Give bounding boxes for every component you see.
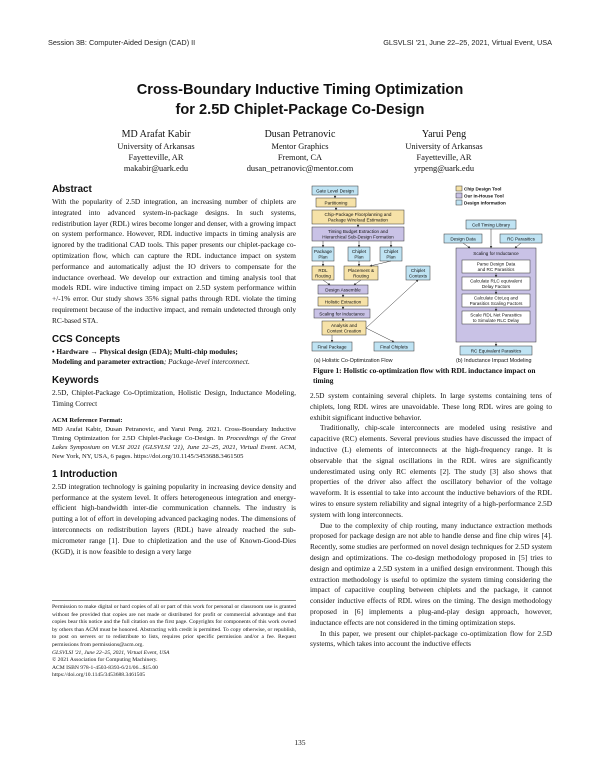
paper-title bbox=[0, 80, 600, 120]
svg-text:Plan: Plan bbox=[318, 254, 328, 260]
venue-line: GLSVLSI '21, June 22–25, 2021, Virtual Event, USA bbox=[52, 649, 170, 656]
svg-text:Analysis and: Analysis and bbox=[330, 323, 358, 328]
title-line-1: Cross-Boundary Inductive Timing Optimization bbox=[136, 82, 464, 98]
ccs-heading: CCS Concepts bbox=[52, 333, 121, 345]
svg-text:Placement &: Placement & bbox=[347, 268, 375, 273]
svg-text:Plan: Plan bbox=[386, 254, 396, 260]
abstract-text: With the popularity of 2.5D integration, an increasing number of chiplets are integrated into advanced system-in-package designs. In such systems, redistribution layer (RDL) wires become longer and denser, with a growing impact on system performance. However, RDL inductive impacts in timing analysis are ignored by the traditional CAD tools. This paper presents our chiplet-package co-optimization flow, which can capture the RDL inductance impact on system performance and automatically adjust the IO drivers to compensate for the inductance overhead. We develop our extraction and timing analysis tool that models RDL wire inductive timing impact on 2.5D system performance within +/-1% error. Our study shows 35% signal paths through RDL violate the timing requirement because of the inductive impact, and remain undetected through only RC-based STA. bbox=[52, 197, 296, 325]
svg-text:Scaling for Inductance: Scaling for Inductance bbox=[473, 251, 519, 256]
ccs-line-2: Modeling and parameter extraction bbox=[52, 357, 164, 367]
page-number: 135 bbox=[294, 738, 306, 747]
svg-text:Hierarchical Sub-Design Format: Hierarchical Sub-Design Formation bbox=[322, 234, 394, 240]
intro-text: 2.5D integration technology is gaining popularity in increasing device density and performance at the system level. It offers heterogeneous integration and energy-efficient high-bandwidth inter-die communication channels. The industry is putting a lot of effort in developing advanced packaging nodes. The dimensions of interconnects on redistribution layers (RDL) have already reached the sub-micrometer range [1]. Due to chipletization and the use of Known-Good-Dies (KGD), it is now feasible to design a very large bbox=[52, 481, 296, 556]
author-location: Fayetteville, AR bbox=[416, 153, 472, 162]
figure-caption: Figure 1: Holistic co-optimization flow with RDL inductance impact on timing bbox=[313, 366, 536, 385]
svg-text:RC Parasitics: RC Parasitics bbox=[507, 236, 535, 242]
legend-inhouse: Our In-House Tool bbox=[464, 193, 504, 199]
svg-text:Parasitics Scaling Factors: Parasitics Scaling Factors bbox=[469, 301, 523, 306]
subcaption-b: (b) Inductance Impact Modeling bbox=[456, 358, 532, 364]
svg-text:Context Creation: Context Creation bbox=[326, 328, 362, 334]
svg-text:Chip-Package Floorplanning and: Chip-Package Floorplanning and bbox=[324, 212, 392, 217]
legend-design-info: Design Information bbox=[464, 200, 506, 206]
intro-heading: 1 Introduction bbox=[52, 468, 118, 480]
doi-line: https://doi.org/10.1145/3453688.3461505 bbox=[52, 672, 146, 679]
svg-text:RDL: RDL bbox=[318, 268, 328, 273]
box-gate-level-label: Gate Level Design bbox=[316, 188, 354, 194]
svg-text:Chiplet: Chiplet bbox=[351, 249, 367, 254]
ccs-line-1: • Hardware → Physical design (EDA); Multi-chip modules; bbox=[52, 346, 238, 356]
svg-text:Final Package: Final Package bbox=[317, 344, 347, 350]
isbn-line: ACM ISBN 978-1-4503-8393-6/21/06...$15.00 bbox=[52, 664, 158, 671]
svg-text:Contexts: Contexts bbox=[408, 273, 428, 279]
svg-text:Timing Budget Extraction and: Timing Budget Extraction and bbox=[327, 229, 389, 234]
svg-text:Delay Factors: Delay Factors bbox=[481, 284, 511, 289]
copyright-footnote bbox=[52, 600, 296, 680]
svg-text:to Simulate RLC Delay: to Simulate RLC Delay bbox=[472, 318, 520, 323]
copyright-line: © 2021 Association for Computing Machinery. bbox=[52, 657, 158, 664]
svg-text:Chiplet: Chiplet bbox=[410, 268, 426, 273]
svg-text:Package Wireload Estimation: Package Wireload Estimation bbox=[327, 217, 389, 223]
right-para-1: 2.5D system containing several chiplets. In large systems containing tens of chiplets, long RDL wires are unavoidable. These long RDL wires are going to exhibit significant inductive behavior. bbox=[310, 391, 552, 422]
author-email: dusan_petranovic@mentor.com bbox=[246, 164, 354, 173]
svg-text:Scale RDL Net Parasitics: Scale RDL Net Parasitics bbox=[470, 312, 522, 318]
box-partitioning-label: Partitioning bbox=[324, 200, 348, 206]
svg-text:Scaling for Inductance: Scaling for Inductance bbox=[319, 311, 365, 317]
author-location: Fremont, CA bbox=[277, 153, 323, 162]
running-header-right: GLSVLSI '21, June 22–25, 2021, Virtual Event, USA bbox=[383, 38, 552, 47]
author-affiliation: University of Arkansas bbox=[405, 142, 483, 151]
right-column bbox=[310, 391, 552, 650]
acm-ref-heading: ACM Reference Format: bbox=[52, 416, 123, 424]
author-location: Fayetteville, AR bbox=[128, 153, 184, 162]
svg-text:Routing: Routing bbox=[353, 273, 369, 279]
ccs-concepts bbox=[52, 347, 296, 369]
author-affiliation: University of Arkansas bbox=[117, 142, 195, 151]
acm-ref-part-2: . ACM, New York, NY, USA, 6 pages. https://doi.org/10.1145/3453688.3461505 bbox=[52, 443, 296, 460]
svg-text:Plan: Plan bbox=[354, 254, 364, 260]
svg-text:Design Assemble: Design Assemble bbox=[325, 287, 361, 293]
svg-text:Holistic Extraction: Holistic Extraction bbox=[324, 299, 362, 305]
author-name: Yarui Peng bbox=[421, 129, 467, 140]
svg-text:Chiplet: Chiplet bbox=[383, 249, 399, 254]
svg-text:Routing: Routing bbox=[315, 273, 331, 279]
author-affiliation: Mentor Graphics bbox=[271, 142, 329, 151]
legend-chip-tool: Chip Design Tool bbox=[464, 186, 502, 192]
svg-text:Final Chiplets: Final Chiplets bbox=[380, 344, 408, 350]
acm-ref-part-1: MD Arafat Kabir, Dusan Petranovic, and Yarui Peng. 2021. Cross-Boundary Inductive Timing Optimization for 2.5D Chiplet-Package Co-Design. In bbox=[52, 425, 296, 442]
author-email: yrpeng@uark.edu bbox=[413, 164, 475, 173]
right-para-2: Traditionally, chip-scale interconnects are modeled using resistive and capacitive (RC) elements. Several previous studies have discussed the impact of inductive (L) elements of interconnects at the high-frequency range. It is observable that the signal oscillations in the RDL wires are significantly underestimated using only RC elements [2]. The study [3] also shows that properties of the driver also affect the oscillatory behavior of the voltage waveform. It is essential to take into account the inductive behaviors of the RDL wires to ensure system reliability and signal integrity of a high-performance 2.5D system with long interconnects. bbox=[310, 423, 552, 519]
acm-ref-text bbox=[52, 425, 296, 461]
figure-1-diagram bbox=[310, 184, 550, 364]
keywords-text: 2.5D, Chiplet-Package Co-Optimization, Holistic Design, Inductance Modeling, Timing Correct bbox=[52, 388, 296, 408]
author-block-3 bbox=[354, 128, 534, 174]
legend-swatch-chip-tool bbox=[456, 186, 462, 191]
keywords-heading: Keywords bbox=[52, 375, 99, 387]
svg-text:Package: Package bbox=[314, 249, 332, 254]
permission-text: Permission to make digital or hard copies of all or part of this work for personal or classroom use is granted without fee provided that copies are not made or distributed for profit or commercial advantage and that copies bear this notice and the full citation on the first page. Copyrights for components of this work owned by others than ACM must be honored. Abstracting with credit is permitted. To copy otherwise, or republish, to post on servers or to redistribute to lists, requires prior specific permission and/or a fee. Request permissions from permissions@acm.org. bbox=[52, 604, 296, 648]
svg-text:Design Data: Design Data bbox=[450, 236, 476, 242]
left-column bbox=[52, 184, 296, 557]
svg-text:Cell Timing Library: Cell Timing Library bbox=[471, 222, 511, 228]
svg-text:RC Equivalent Parasitics: RC Equivalent Parasitics bbox=[470, 348, 522, 354]
svg-text:Calculate RLC equivalent: Calculate RLC equivalent bbox=[470, 278, 522, 284]
title-line-2: for 2.5D Chiplet-Package Co-Design bbox=[175, 102, 425, 118]
acm-ref-proceedings: Proceedings of the Great Lakes Symposium on VLSI 2021 (GLSVLSI '21), June 22–25, 2021, Virtual Event bbox=[52, 434, 297, 451]
abstract-heading: Abstract bbox=[52, 184, 92, 195]
right-para-3: Due to the complexity of chip routing, many inductance extraction methods proposed for package design are not able to handle dense and fine chip wires [4]. Recently, some studies are performed on novel design techniques for 2.5D system design and optimizations. The co-design methodology proposed in [5] tries to design and optimize a 2.5D system in a unified design environment. Though this extraction methodology is useful to optimize the system timing considering the impact of capacitive coupling between chiplets and the package, it cannot consider inductive effects of RDL wires on the timing. The design methodology proposed in [6] implements a plug-and-play design approach, however, inductance effects are not considered in the timing optimization steps. bbox=[310, 520, 552, 627]
subcaption-a: (a) Holistic Co-Optimization Flow bbox=[314, 358, 393, 364]
svg-text:Parse Design Data: Parse Design Data bbox=[476, 261, 516, 267]
running-header-left: Session 3B: Computer-Aided Design (CAD) II bbox=[48, 38, 196, 47]
author-name: MD Arafat Kabir bbox=[121, 129, 191, 140]
right-para-4: In this paper, we present our chiplet-package co-optimization flow for 2.5D systems, which takes into account the inductive effects bbox=[310, 628, 552, 649]
svg-text:and RC Parasitics: and RC Parasitics bbox=[477, 267, 515, 272]
author-email: makabir@uark.edu bbox=[123, 164, 189, 173]
legend-swatch-inhouse bbox=[456, 193, 462, 198]
ccs-line-2-rest: ; Package-level interconnect. bbox=[163, 357, 250, 367]
legend-swatch-design-info bbox=[456, 200, 462, 205]
svg-text:Calculate Ctot,eq and: Calculate Ctot,eq and bbox=[473, 295, 519, 301]
author-name: Dusan Petranovic bbox=[264, 129, 336, 140]
